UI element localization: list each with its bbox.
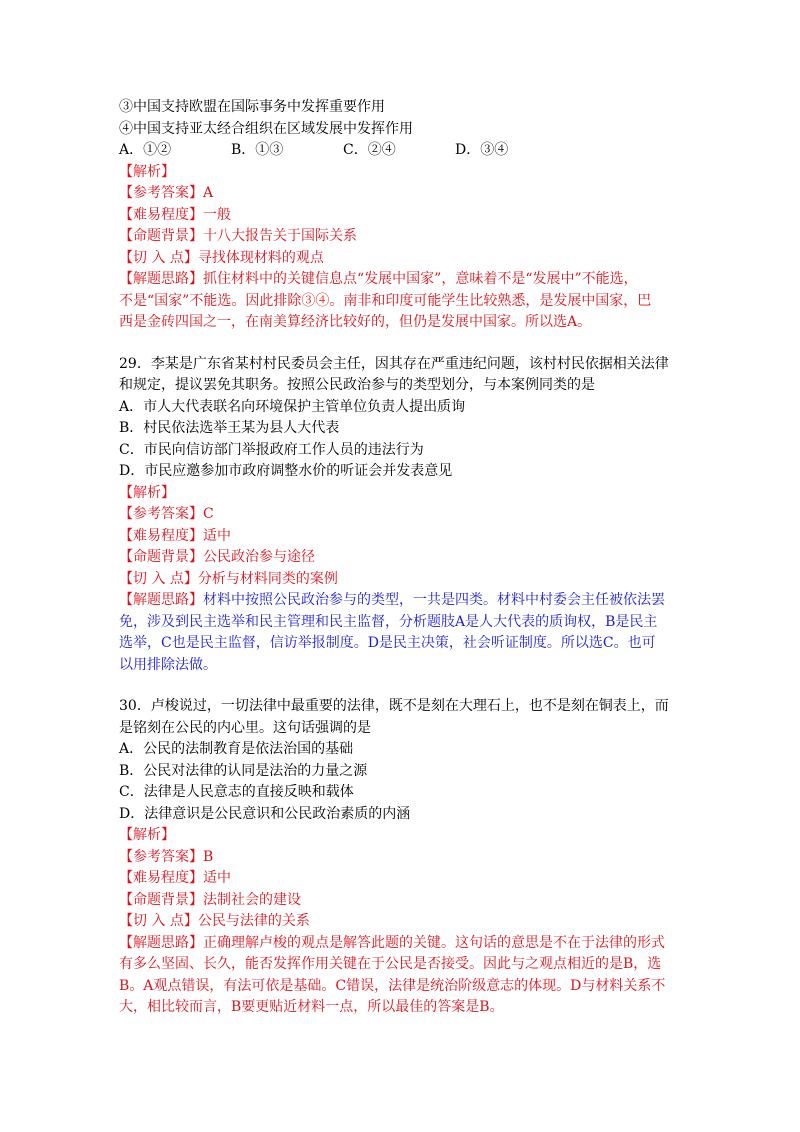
q29-thinking-line-3: 选举，C也是民主监督，信访举报制度。D是民主决策，社会听证制度。所以选C。也可	[119, 635, 656, 651]
q28-item-3: ③中国支持欧盟在国际事务中发挥重要作用	[119, 99, 385, 115]
q30-background: 【命题背景】法制社会的建设	[119, 891, 301, 908]
q29-entry-point: 【切 入 点】分析与材料同类的案例	[119, 570, 338, 587]
q28-thinking-line-3: 西是金砖四国之一，在南美算经济比较好的，但仍是发展中国家。所以选A。	[119, 314, 592, 330]
q30-option-c: C．法律是人民意志的直接反映和载体	[119, 784, 354, 800]
q29-stem-line-2: 和规定，提议罢免其职务。按照公民政治参与的类型划分，与本案例同类的是	[119, 377, 595, 393]
q28-option-c: C．②④	[343, 142, 396, 158]
q30-analysis-heading: 【解析】	[119, 827, 175, 843]
q28-thinking-line-2: 不是“国家”不能选。因此排除③④。南非和印度可能学生比较熟悉，是发展中国家，巴	[119, 292, 652, 309]
q28-options	[119, 140, 689, 162]
q28-entry-point: 【切 入 点】寻找体现材料的观点	[119, 249, 324, 266]
q28-answer: 【参考答案】A	[119, 185, 214, 201]
q28-difficulty: 【难易程度】一般	[119, 206, 231, 223]
q29-thinking-line-1	[119, 590, 689, 612]
q30-stem-line-1: 30．卢梭说过，一切法律中最重要的法律，既不是刻在大理石上，也不是刻在铜表上，而	[119, 698, 669, 714]
q29-thinking-line-4: 以用排除法做。	[119, 656, 217, 673]
q30-thinking-line-4: 大，相比较而言，B要更贴近材料一点，所以最佳的答案是B。	[119, 999, 504, 1015]
q30-option-d: D．法律意识是公民意识和公民政治素质的内涵	[119, 805, 411, 822]
q29-background: 【命题背景】公民政治参与途径	[119, 549, 315, 565]
q30-thinking-line-2: 有多么坚固、长久，能否发挥作用关键在于公民是否接受。因此与之观点相近的是B，选	[119, 956, 662, 972]
q30-thinking-line-1: 【解题思路】正确理解卢梭的观点是解答此题的关键。这句话的意思是不在于法律的形式	[119, 934, 665, 951]
q29-analysis-heading: 【解析】	[119, 484, 175, 501]
question-28	[119, 97, 689, 334]
q28-background: 【命题背景】十八大报告关于国际关系	[119, 228, 357, 244]
q29-thinking-label: 【解题思路】	[119, 592, 203, 608]
q28-thinking-line-1: 【解题思路】抓住材料中的关键信息点“发展中国家”，意味着不是“发展中”不能选，	[119, 271, 638, 287]
q29-difficulty: 【难易程度】适中	[119, 527, 231, 544]
q29-option-c: C．市民向信访部门举报政府工作人员的违法行为	[119, 441, 424, 458]
q30-entry-point: 【切 入 点】公民与法律的关系	[119, 913, 310, 929]
q28-analysis-heading: 【解析】	[119, 163, 175, 180]
q30-stem-line-2: 是铭刻在公民的内心里。这句话强调的是	[119, 719, 371, 736]
q28-option-a: A．①②	[119, 142, 172, 158]
q29-thinking-line-2: 免，涉及到民主选举和民主管理和民主监督，分析题肢A是人大代表的质询权，B是民主	[119, 613, 658, 630]
q29-stem-line-1: 29．李某是广东省某村村民委员会主任，因其存在严重违纪问题，该村村民依据相关法律	[119, 355, 669, 372]
document-page	[119, 97, 689, 1019]
q28-option-b: B．①③	[231, 142, 284, 158]
q29-option-b: B．村民依法选举王某为县人大代表	[119, 420, 340, 436]
question-29	[119, 354, 689, 677]
q29-answer: 【参考答案】C	[119, 506, 214, 522]
question-30	[119, 696, 689, 1019]
q30-thinking-line-3: B。A观点错误，有法可依是基础。C错误，法律是统治阶级意志的体现。D与材料关系不	[119, 977, 666, 994]
q30-difficulty: 【难易程度】适中	[119, 870, 231, 886]
q29-thinking-text-1: 材料中按照公民政治参与的类型，一共是四类。材料中村委会主任被依法罢	[203, 592, 665, 608]
q30-option-a: A．公民的法制教育是依法治国的基础	[119, 741, 354, 757]
q29-option-d: D．市民应邀参加市政府调整水价的听证会并发表意见	[119, 463, 453, 479]
q29-option-a: A．市人大代表联名向环境保护主管单位负责人提出质询	[119, 398, 466, 415]
q28-option-d: D．③④	[455, 142, 509, 158]
q30-answer: 【参考答案】B	[119, 848, 214, 865]
q28-item-4: ④中国支持亚太经合组织在区域发展中发挥作用	[119, 120, 413, 137]
q30-option-b: B．公民对法律的认同是法治的力量之源	[119, 762, 368, 779]
